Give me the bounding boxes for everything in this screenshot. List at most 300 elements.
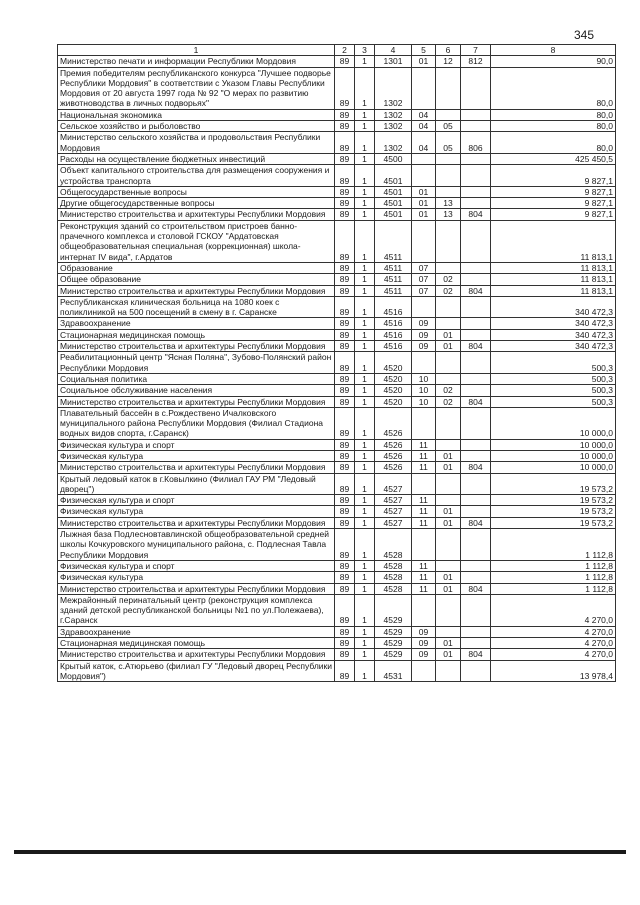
row-code-6-cell [436, 165, 461, 187]
row-amount-cell: 500,3 [491, 385, 616, 396]
row-name-cell: Реконструкция зданий со строительством пристроев банно-прачечного комплекса и столовой ГСКОУ "Ардатовская общеобразовательная специальная (коррекционная) школа-интернат IV вида", г.Ардатов [58, 220, 335, 262]
row-code-5-cell: 11 [412, 572, 436, 583]
row-code-6-cell [436, 473, 461, 495]
table-row [58, 373, 616, 384]
row-code-2-cell: 89 [335, 385, 355, 396]
row-code-4-cell: 1302 [375, 132, 412, 154]
table-row [58, 517, 616, 528]
row-code-2-cell: 89 [335, 165, 355, 187]
row-code-2-cell: 89 [335, 121, 355, 132]
row-code-4-cell: 1302 [375, 67, 412, 109]
row-code-7-cell [461, 473, 491, 495]
row-code-6-cell: 01 [436, 506, 461, 517]
table-row [58, 529, 616, 561]
row-code-4-cell: 4526 [375, 462, 412, 473]
row-code-2-cell: 89 [335, 594, 355, 626]
row-amount-cell: 10 000,0 [491, 407, 616, 439]
row-name-cell: Крытый ледовый каток в г.Ковылкино (Филиал ГАУ РМ "Ледовый дворец") [58, 473, 335, 495]
col-header-2: 2 [335, 45, 355, 56]
row-code-5-cell: 07 [412, 285, 436, 296]
row-code-4-cell: 4528 [375, 572, 412, 583]
row-code-4-cell: 4516 [375, 329, 412, 340]
row-code-6-cell: 01 [436, 329, 461, 340]
row-amount-cell: 10 000,0 [491, 450, 616, 461]
row-amount-cell: 10 000,0 [491, 462, 616, 473]
row-name-cell: Министерство печати и информации Республики Мордовия [58, 56, 335, 67]
row-name-cell: Физическая культура [58, 572, 335, 583]
table-row [58, 407, 616, 439]
row-name-cell: Здравоохранение [58, 626, 335, 637]
row-code-3-cell: 1 [355, 462, 375, 473]
row-code-5-cell: 11 [412, 495, 436, 506]
row-code-5-cell: 11 [412, 450, 436, 461]
row-code-6-cell: 05 [436, 132, 461, 154]
row-amount-cell: 1 112,8 [491, 529, 616, 561]
row-code-7-cell [461, 506, 491, 517]
row-code-6-cell [436, 373, 461, 384]
row-code-6-cell: 13 [436, 209, 461, 220]
row-code-7-cell: 804 [461, 396, 491, 407]
row-name-cell: Министерство строительства и архитектуры Республики Мордовия [58, 396, 335, 407]
row-code-6-cell [436, 626, 461, 637]
row-code-6-cell: 01 [436, 341, 461, 352]
table-row [58, 495, 616, 506]
row-code-2-cell: 89 [335, 450, 355, 461]
row-amount-cell: 80,0 [491, 67, 616, 109]
row-code-6-cell [436, 594, 461, 626]
row-name-cell: Другие общегосударственные вопросы [58, 198, 335, 209]
row-code-4-cell: 4501 [375, 186, 412, 197]
row-code-4-cell: 4527 [375, 495, 412, 506]
row-amount-cell: 19 573,2 [491, 495, 616, 506]
row-code-4-cell: 4528 [375, 529, 412, 561]
row-name-cell: Реабилитационный центр "Ясная Поляна", Зубово-Полянский район Республики Мордовия [58, 352, 335, 374]
row-code-2-cell: 89 [335, 660, 355, 682]
row-amount-cell: 80,0 [491, 132, 616, 154]
row-name-cell: Плавательный бассейн в с.Рождествено Ичалковского муниципального района Республики Мордовия (Филиал Стадиона водных видов спорта, г.Саранск) [58, 407, 335, 439]
row-code-5-cell: 01 [412, 198, 436, 209]
row-name-cell: Объект капитального строительства для размещения сооружения и устройства транспорта [58, 165, 335, 187]
table-row [58, 462, 616, 473]
row-name-cell: Министерство строительства и архитектуры Республики Мордовия [58, 649, 335, 660]
row-code-5-cell: 09 [412, 329, 436, 340]
row-code-4-cell: 4527 [375, 473, 412, 495]
row-code-3-cell: 1 [355, 296, 375, 318]
row-code-2-cell: 89 [335, 198, 355, 209]
row-code-6-cell: 02 [436, 274, 461, 285]
row-amount-cell: 425 450,5 [491, 153, 616, 164]
row-code-3-cell: 1 [355, 165, 375, 187]
row-amount-cell: 11 813,1 [491, 262, 616, 273]
row-code-2-cell: 89 [335, 209, 355, 220]
row-code-4-cell: 1302 [375, 121, 412, 132]
row-code-4-cell: 4520 [375, 373, 412, 384]
row-code-2-cell: 89 [335, 560, 355, 571]
row-amount-cell: 11 813,1 [491, 285, 616, 296]
table-row [58, 285, 616, 296]
row-code-4-cell: 4527 [375, 506, 412, 517]
table-row [58, 560, 616, 571]
row-code-2-cell: 89 [335, 626, 355, 637]
row-code-3-cell: 1 [355, 318, 375, 329]
row-code-6-cell: 02 [436, 285, 461, 296]
row-code-2-cell: 89 [335, 285, 355, 296]
row-name-cell: Физическая культура [58, 506, 335, 517]
row-code-7-cell [461, 385, 491, 396]
row-code-3-cell: 1 [355, 517, 375, 528]
row-code-3-cell: 1 [355, 638, 375, 649]
table-row [58, 626, 616, 637]
row-code-7-cell [461, 153, 491, 164]
row-name-cell: Национальная экономика [58, 109, 335, 120]
row-code-4-cell: 4501 [375, 209, 412, 220]
row-name-cell: Министерство строительства и архитектуры Республики Мордовия [58, 341, 335, 352]
row-name-cell: Министерство строительства и архитектуры Республики Мордовия [58, 462, 335, 473]
row-code-2-cell: 89 [335, 529, 355, 561]
row-name-cell: Стационарная медицинская помощь [58, 329, 335, 340]
row-name-cell: Расходы на осуществление бюджетных инвестиций [58, 153, 335, 164]
row-code-3-cell: 1 [355, 285, 375, 296]
row-amount-cell: 11 813,1 [491, 220, 616, 262]
row-code-6-cell [436, 296, 461, 318]
row-code-3-cell: 1 [355, 439, 375, 450]
row-code-7-cell [461, 407, 491, 439]
row-code-4-cell: 4520 [375, 385, 412, 396]
table-row [58, 132, 616, 154]
row-name-cell: Социальное обслуживание населения [58, 385, 335, 396]
row-name-cell: Общее образование [58, 274, 335, 285]
row-code-5-cell [412, 352, 436, 374]
row-code-5-cell [412, 473, 436, 495]
row-code-7-cell [461, 450, 491, 461]
row-code-7-cell: 804 [461, 209, 491, 220]
row-amount-cell: 1 112,8 [491, 572, 616, 583]
row-amount-cell: 13 978,4 [491, 660, 616, 682]
row-amount-cell: 340 472,3 [491, 318, 616, 329]
row-amount-cell: 9 827,1 [491, 165, 616, 187]
row-code-6-cell [436, 660, 461, 682]
col-header-1: 1 [58, 45, 335, 56]
row-code-6-cell [436, 186, 461, 197]
row-amount-cell: 1 112,8 [491, 560, 616, 571]
row-amount-cell: 19 573,2 [491, 517, 616, 528]
row-code-2-cell: 89 [335, 262, 355, 273]
row-code-3-cell: 1 [355, 274, 375, 285]
table-row [58, 473, 616, 495]
row-code-7-cell [461, 495, 491, 506]
row-amount-cell: 80,0 [491, 121, 616, 132]
row-name-cell: Физическая культура и спорт [58, 495, 335, 506]
row-code-7-cell [461, 572, 491, 583]
row-code-4-cell: 4529 [375, 649, 412, 660]
row-code-7-cell [461, 529, 491, 561]
row-code-6-cell [436, 153, 461, 164]
row-code-2-cell: 89 [335, 517, 355, 528]
row-code-5-cell: 01 [412, 56, 436, 67]
row-code-7-cell [461, 274, 491, 285]
row-code-3-cell: 1 [355, 572, 375, 583]
row-code-2-cell: 89 [335, 638, 355, 649]
row-name-cell: Физическая культура и спорт [58, 439, 335, 450]
table-row [58, 274, 616, 285]
row-code-4-cell: 4526 [375, 407, 412, 439]
row-name-cell: Крытый каток, с.Атюрьево (филиал ГУ "Ледовый дворец Республики Мордовия") [58, 660, 335, 682]
row-code-7-cell: 804 [461, 517, 491, 528]
row-code-2-cell: 89 [335, 153, 355, 164]
row-code-5-cell: 11 [412, 462, 436, 473]
row-code-2-cell: 89 [335, 462, 355, 473]
row-amount-cell: 4 270,0 [491, 638, 616, 649]
row-code-2-cell: 89 [335, 274, 355, 285]
row-code-5-cell: 09 [412, 318, 436, 329]
row-code-4-cell: 4516 [375, 341, 412, 352]
row-code-7-cell [461, 660, 491, 682]
row-code-4-cell: 4526 [375, 439, 412, 450]
row-code-7-cell [461, 296, 491, 318]
row-code-3-cell: 1 [355, 626, 375, 637]
row-code-5-cell: 09 [412, 341, 436, 352]
row-code-4-cell: 4531 [375, 660, 412, 682]
row-code-3-cell: 1 [355, 209, 375, 220]
row-code-7-cell [461, 318, 491, 329]
row-code-6-cell [436, 560, 461, 571]
row-code-6-cell: 01 [436, 462, 461, 473]
row-code-7-cell: 804 [461, 462, 491, 473]
row-name-cell: Премия победителям республиканского конкурса "Лучшее подворье Республики Мордовия" в соответствии с Указом Главы Республики Мордовия от 20 августа 1997 года № 92 "О мерах по развитию животноводства в личных подворьях" [58, 67, 335, 109]
row-name-cell: Межрайонный перинатальный центр (реконструкция комплекса зданий детской республиканской больницы №1 по ул.Полежаева), г.Саранск [58, 594, 335, 626]
row-code-5-cell [412, 67, 436, 109]
table-row [58, 572, 616, 583]
row-code-5-cell: 04 [412, 121, 436, 132]
row-code-7-cell: 804 [461, 341, 491, 352]
row-code-3-cell: 1 [355, 220, 375, 262]
row-name-cell: Министерство сельского хозяйства и продовольствия Республики Мордовия [58, 132, 335, 154]
row-code-6-cell [436, 495, 461, 506]
row-code-2-cell: 89 [335, 67, 355, 109]
row-code-3-cell: 1 [355, 495, 375, 506]
row-code-3-cell: 1 [355, 198, 375, 209]
row-code-5-cell [412, 594, 436, 626]
row-code-3-cell: 1 [355, 594, 375, 626]
table-row [58, 396, 616, 407]
row-code-5-cell: 01 [412, 186, 436, 197]
row-code-2-cell: 89 [335, 506, 355, 517]
row-code-6-cell: 05 [436, 121, 461, 132]
row-code-2-cell: 89 [335, 296, 355, 318]
row-amount-cell: 10 000,0 [491, 439, 616, 450]
table-row [58, 594, 616, 626]
col-header-8: 8 [491, 45, 616, 56]
col-header-5: 5 [412, 45, 436, 56]
row-amount-cell: 19 573,2 [491, 473, 616, 495]
row-code-5-cell: 09 [412, 626, 436, 637]
page-number: 345 [574, 28, 595, 42]
row-amount-cell: 9 827,1 [491, 198, 616, 209]
row-code-5-cell: 10 [412, 385, 436, 396]
row-amount-cell: 500,3 [491, 352, 616, 374]
row-code-3-cell: 1 [355, 473, 375, 495]
row-code-7-cell: 804 [461, 583, 491, 594]
row-code-2-cell: 89 [335, 495, 355, 506]
row-amount-cell: 9 827,1 [491, 209, 616, 220]
table-row [58, 329, 616, 340]
row-code-7-cell [461, 638, 491, 649]
row-name-cell: Министерство строительства и архитектуры Республики Мордовия [58, 583, 335, 594]
row-code-7-cell [461, 186, 491, 197]
row-code-6-cell [436, 318, 461, 329]
row-code-7-cell [461, 373, 491, 384]
row-code-3-cell: 1 [355, 660, 375, 682]
page-bottom-rule [14, 850, 626, 854]
row-code-4-cell: 4520 [375, 352, 412, 374]
row-code-3-cell: 1 [355, 67, 375, 109]
row-code-7-cell: 806 [461, 132, 491, 154]
row-code-3-cell: 1 [355, 56, 375, 67]
col-header-6: 6 [436, 45, 461, 56]
row-code-4-cell: 1301 [375, 56, 412, 67]
row-code-6-cell [436, 407, 461, 439]
table-row [58, 385, 616, 396]
row-code-7-cell [461, 109, 491, 120]
row-code-5-cell: 07 [412, 262, 436, 273]
row-code-7-cell: 812 [461, 56, 491, 67]
row-code-5-cell: 11 [412, 583, 436, 594]
row-code-4-cell: 4511 [375, 220, 412, 262]
row-code-5-cell: 10 [412, 396, 436, 407]
table-row [58, 209, 616, 220]
table-row [58, 450, 616, 461]
row-code-6-cell: 01 [436, 583, 461, 594]
row-code-5-cell [412, 220, 436, 262]
row-code-6-cell [436, 67, 461, 109]
row-code-2-cell: 89 [335, 220, 355, 262]
row-code-6-cell [436, 439, 461, 450]
row-name-cell: Общегосударственные вопросы [58, 186, 335, 197]
row-amount-cell: 340 472,3 [491, 329, 616, 340]
row-code-7-cell [461, 594, 491, 626]
row-code-3-cell: 1 [355, 352, 375, 374]
row-code-3-cell: 1 [355, 385, 375, 396]
row-code-5-cell: 11 [412, 439, 436, 450]
row-code-7-cell: 804 [461, 285, 491, 296]
row-code-2-cell: 89 [335, 352, 355, 374]
row-code-3-cell: 1 [355, 649, 375, 660]
row-code-3-cell: 1 [355, 341, 375, 352]
row-amount-cell: 90,0 [491, 56, 616, 67]
table-row [58, 153, 616, 164]
row-amount-cell: 1 112,8 [491, 583, 616, 594]
row-name-cell: Стационарная медицинская помощь [58, 638, 335, 649]
row-code-6-cell: 12 [436, 56, 461, 67]
row-code-2-cell: 89 [335, 109, 355, 120]
row-code-7-cell [461, 121, 491, 132]
row-code-2-cell: 89 [335, 439, 355, 450]
row-code-4-cell: 4527 [375, 517, 412, 528]
col-header-3: 3 [355, 45, 375, 56]
row-code-4-cell: 4529 [375, 594, 412, 626]
row-code-2-cell: 89 [335, 341, 355, 352]
table-row [58, 296, 616, 318]
table-row [58, 198, 616, 209]
row-code-3-cell: 1 [355, 529, 375, 561]
row-name-cell: Сельское хозяйство и рыболовство [58, 121, 335, 132]
row-code-6-cell [436, 352, 461, 374]
table-row [58, 109, 616, 120]
row-code-7-cell [461, 626, 491, 637]
table-row [58, 341, 616, 352]
row-code-5-cell: 09 [412, 649, 436, 660]
row-code-3-cell: 1 [355, 396, 375, 407]
row-code-4-cell: 4529 [375, 638, 412, 649]
table-row [58, 649, 616, 660]
row-code-7-cell [461, 67, 491, 109]
row-code-6-cell [436, 529, 461, 561]
table-row [58, 660, 616, 682]
table-row [58, 352, 616, 374]
row-code-3-cell: 1 [355, 132, 375, 154]
row-amount-cell: 19 573,2 [491, 506, 616, 517]
row-code-4-cell: 4511 [375, 274, 412, 285]
row-code-3-cell: 1 [355, 109, 375, 120]
row-amount-cell: 4 270,0 [491, 626, 616, 637]
table-row [58, 506, 616, 517]
row-name-cell: Министерство строительства и архитектуры Республики Мордовия [58, 517, 335, 528]
row-code-5-cell: 09 [412, 638, 436, 649]
row-code-6-cell [436, 262, 461, 273]
row-code-4-cell: 4526 [375, 450, 412, 461]
row-code-5-cell: 01 [412, 209, 436, 220]
row-code-5-cell [412, 660, 436, 682]
row-code-5-cell: 11 [412, 506, 436, 517]
row-code-6-cell: 01 [436, 450, 461, 461]
row-code-5-cell [412, 407, 436, 439]
row-code-4-cell: 1302 [375, 109, 412, 120]
row-amount-cell: 500,3 [491, 373, 616, 384]
row-amount-cell: 11 813,1 [491, 274, 616, 285]
col-header-4: 4 [375, 45, 412, 56]
row-code-6-cell: 01 [436, 638, 461, 649]
row-code-3-cell: 1 [355, 506, 375, 517]
row-code-7-cell: 804 [461, 649, 491, 660]
row-code-4-cell: 4500 [375, 153, 412, 164]
row-code-5-cell: 07 [412, 274, 436, 285]
row-code-6-cell: 01 [436, 572, 461, 583]
row-code-5-cell [412, 165, 436, 187]
table-row [58, 262, 616, 273]
row-name-cell: Социальная политика [58, 373, 335, 384]
table-row [58, 56, 616, 67]
row-name-cell: Физическая культура и спорт [58, 560, 335, 571]
table-body [58, 56, 616, 682]
row-code-4-cell: 4516 [375, 318, 412, 329]
row-code-6-cell: 01 [436, 517, 461, 528]
row-amount-cell: 4 270,0 [491, 594, 616, 626]
table-row [58, 121, 616, 132]
table-row [58, 638, 616, 649]
row-code-5-cell: 11 [412, 517, 436, 528]
table-row [58, 583, 616, 594]
table-row [58, 186, 616, 197]
row-code-6-cell: 01 [436, 649, 461, 660]
row-code-7-cell [461, 262, 491, 273]
row-code-2-cell: 89 [335, 186, 355, 197]
row-code-2-cell: 89 [335, 318, 355, 329]
row-amount-cell: 80,0 [491, 109, 616, 120]
row-code-3-cell: 1 [355, 583, 375, 594]
row-code-3-cell: 1 [355, 121, 375, 132]
row-amount-cell: 340 472,3 [491, 296, 616, 318]
row-code-2-cell: 89 [335, 473, 355, 495]
